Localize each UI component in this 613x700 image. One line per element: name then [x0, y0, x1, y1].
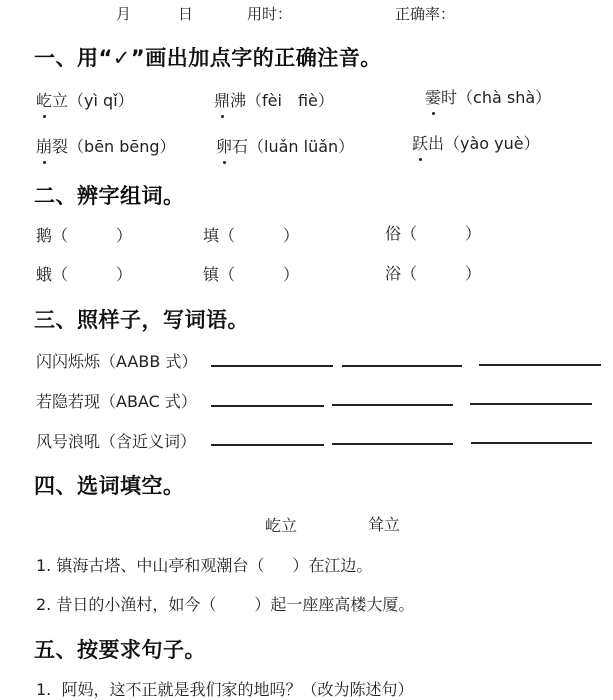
- pinyin-options: （fèi fiè）: [246, 91, 334, 110]
- pinyin-options: （luǎn lüǎn）: [248, 137, 355, 156]
- section5-title: 五、按要求句子。: [34, 638, 206, 662]
- word-group-item: 鹅（ ）: [36, 223, 132, 246]
- word-choice: 耸立: [368, 515, 401, 534]
- answer-line[interactable]: [470, 403, 592, 405]
- pinyin-options: （yì qǐ）: [68, 91, 134, 110]
- word-group-item: 填（ ）: [203, 223, 299, 246]
- dotted-char: 霎: [425, 85, 441, 108]
- answer-blank[interactable]: （ ）: [401, 224, 482, 243]
- pinyin-item[interactable]: 屹立（yì qǐ）: [36, 88, 134, 111]
- answer-line[interactable]: [332, 404, 453, 406]
- word-group-item: 浴（ ）: [385, 261, 481, 284]
- word-group-item: 蛾（ ）: [36, 262, 132, 285]
- dotted-char: 跃: [412, 131, 428, 154]
- time-used-label: 用时：: [247, 5, 293, 23]
- section3-title: 三、照样子，写词语。: [34, 308, 249, 332]
- answer-blank[interactable]: （ ）: [219, 265, 300, 284]
- day-label: 日: [178, 5, 194, 23]
- pinyin-options: （yào yuè）: [444, 134, 540, 153]
- pinyin-options: （chà shà）: [457, 88, 552, 107]
- example-phrase: 若隐若现（ABAC 式）: [36, 392, 197, 411]
- section4-title: 四、选词填空。: [34, 474, 185, 498]
- pinyin-item[interactable]: 跃出（yào yuè）: [412, 131, 540, 154]
- word-choice: 屹立: [265, 516, 298, 535]
- section2-title: 二、辨字组词。: [34, 184, 185, 208]
- answer-line[interactable]: [211, 444, 324, 446]
- answer-blank[interactable]: （ ）: [52, 226, 133, 245]
- pinyin-item[interactable]: 鼎沸（fèi fiè）: [214, 88, 334, 111]
- example-phrase: 闪闪烁烁（AABB 式）: [36, 352, 198, 371]
- month-label: 月: [116, 5, 132, 23]
- section1-title: 一、用“✓”画出加点字的正确注音。: [34, 46, 382, 70]
- answer-line[interactable]: [479, 364, 601, 366]
- answer-blank[interactable]: （ ）: [401, 264, 482, 283]
- pinyin-item[interactable]: 卵石（luǎn lüǎn）: [216, 134, 354, 157]
- dotted-char: 崩: [36, 134, 52, 157]
- answer-line[interactable]: [211, 405, 324, 407]
- dotted-char: 屹: [36, 88, 52, 111]
- dotted-char: 鼎: [214, 88, 230, 111]
- answer-line[interactable]: [471, 442, 592, 444]
- dotted-char: 卵: [216, 134, 232, 157]
- rewrite-question: 1. 阿妈，这不正就是我们家的地吗？（改为陈述句）: [36, 680, 414, 699]
- pinyin-options: （bēn bēng）: [68, 137, 176, 156]
- answer-line[interactable]: [332, 443, 453, 445]
- answer-blank[interactable]: （ ）: [52, 265, 133, 284]
- word-group-item: 俗（ ）: [385, 221, 481, 244]
- accuracy-label: 正确率：: [395, 5, 456, 23]
- pinyin-item[interactable]: 霎时（chà shà）: [425, 85, 551, 108]
- answer-blank[interactable]: （ ）: [219, 226, 300, 245]
- example-phrase: 风号浪吼（含近义词）: [36, 432, 197, 451]
- word-group-item: 镇（ ）: [203, 262, 299, 285]
- pinyin-item[interactable]: 崩裂（bēn bēng）: [36, 134, 176, 157]
- answer-line[interactable]: [211, 365, 333, 367]
- fill-blank-question: 2. 昔日的小渔村，如今（ ）起一座座高楼大厦。: [36, 595, 415, 614]
- answer-line[interactable]: [342, 365, 462, 367]
- fill-blank-question: 1. 镇海古塔、中山亭和观潮台（ ）在江边。: [36, 556, 373, 575]
